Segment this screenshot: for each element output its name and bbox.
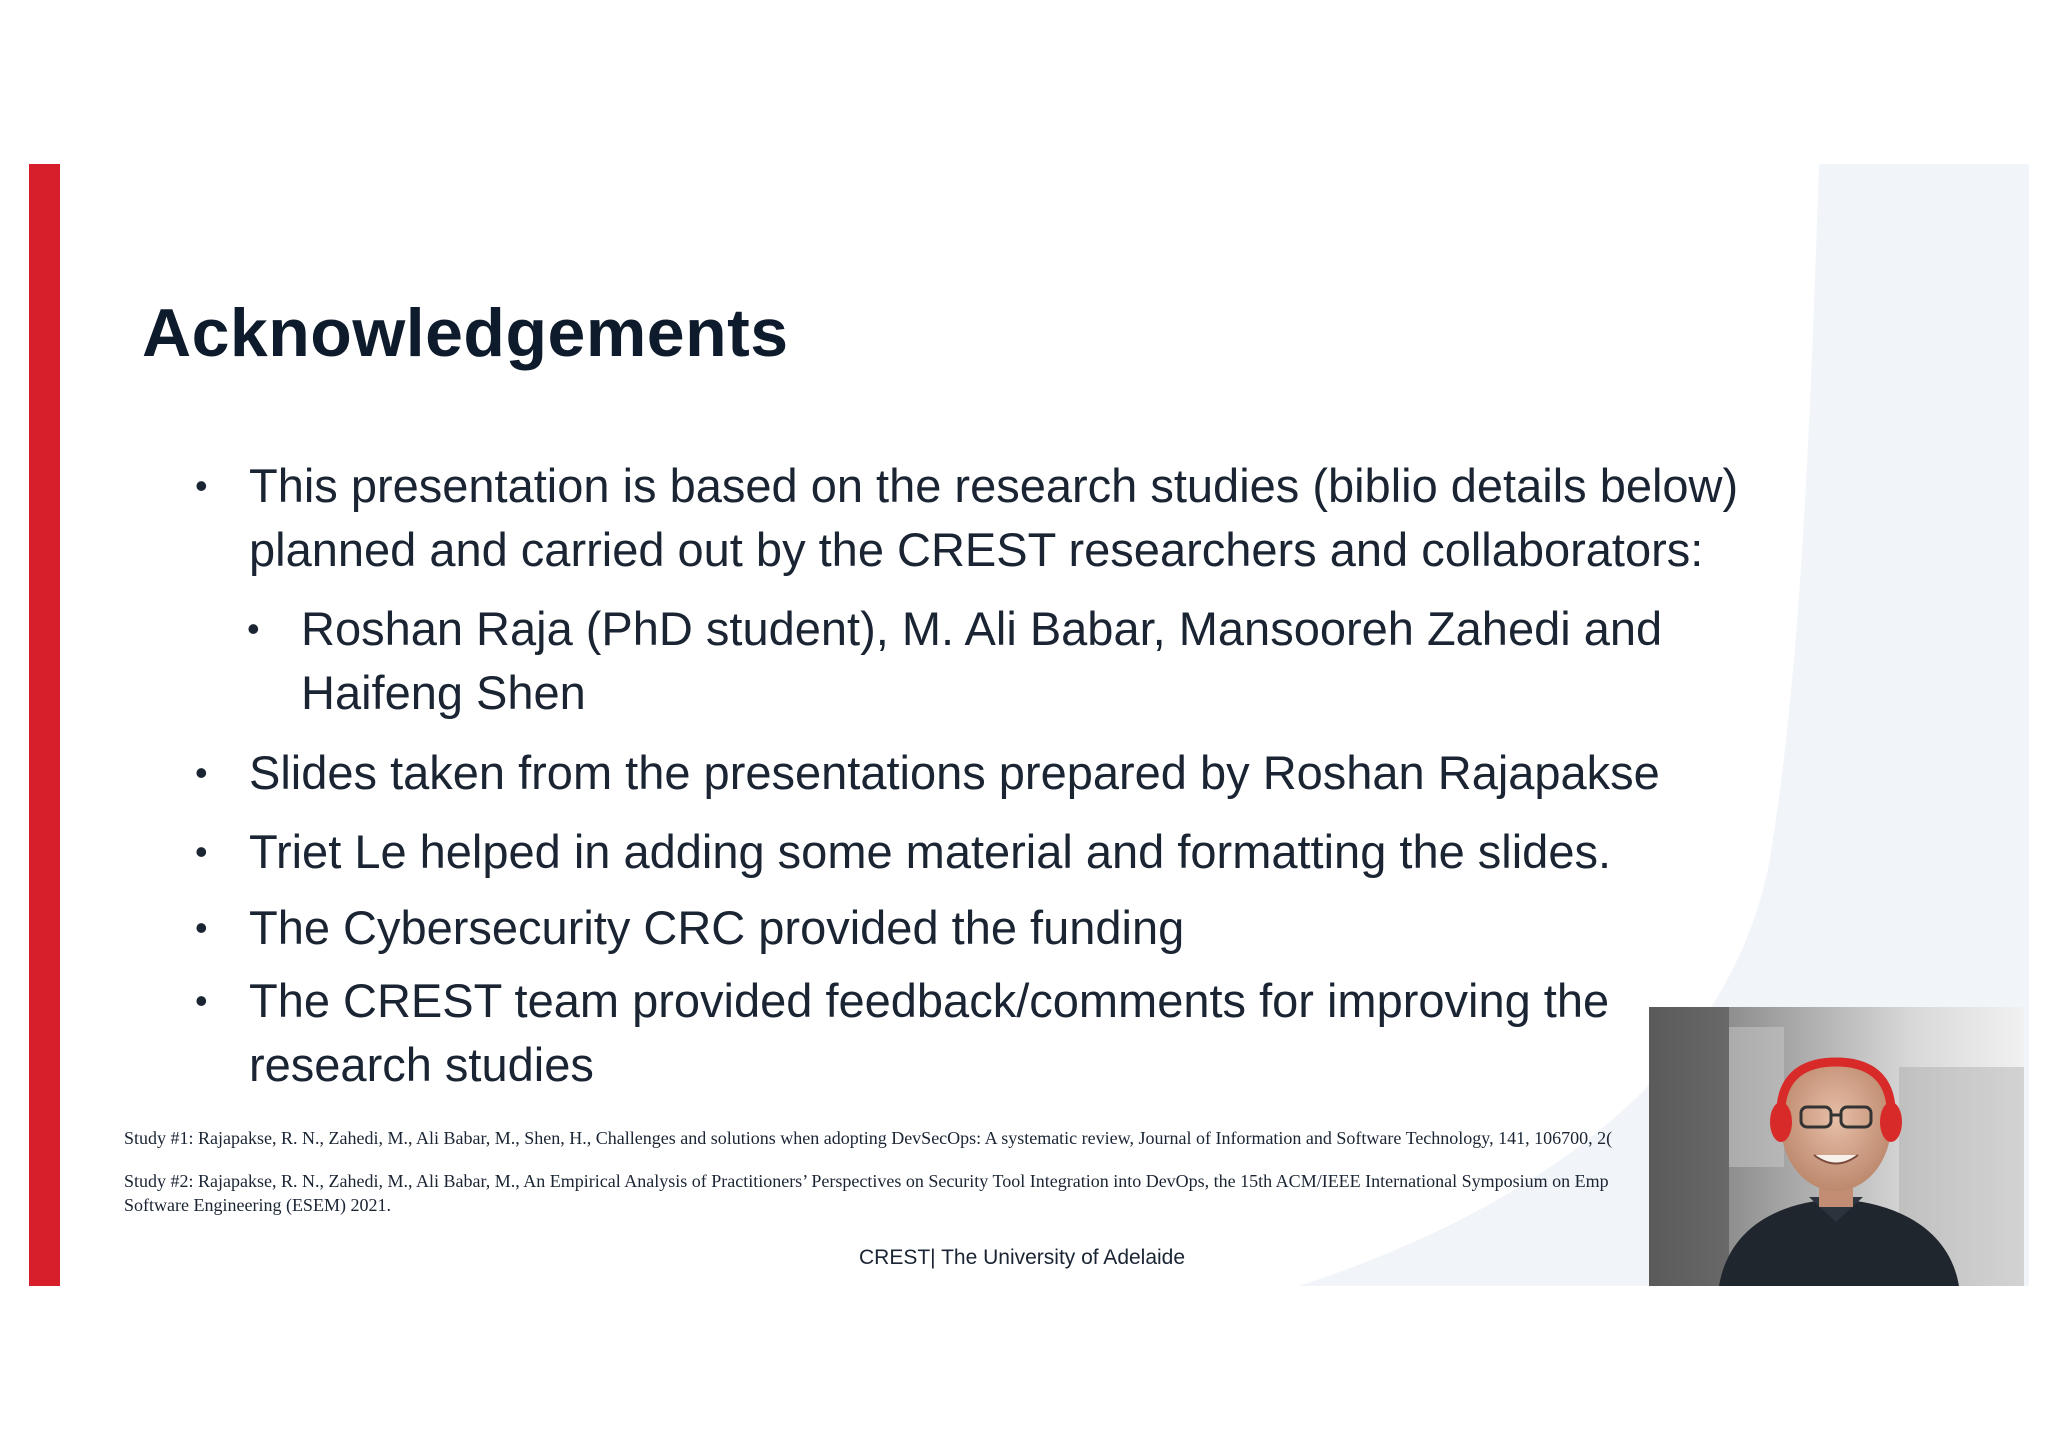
bullet-text-line: Triet Le helped in adding some material and formatting the slides. (249, 825, 1612, 878)
bullet-dot: • (247, 608, 260, 649)
person-video-feed-icon (1649, 1007, 2024, 1286)
webcam-video-feed[interactable] (1649, 1007, 2024, 1286)
bullet-text-line: planned and carried out by the CREST researchers and collaborators: (249, 523, 1704, 576)
bullet-text-line: Slides taken from the presentations prepared by Roshan Rajapakse (249, 746, 1660, 799)
bullet-item (195, 969, 1610, 1097)
bullet-dot: • (195, 831, 208, 872)
bullet-item (195, 896, 1185, 960)
bullet-text-line: This presentation is based on the research studies (biblio details below) (249, 459, 1739, 512)
bullet-dot: • (195, 907, 208, 948)
bullet-text-line: The Cybersecurity CRC provided the funding (249, 901, 1185, 954)
bullet-item (195, 820, 1612, 884)
sub-bullet-item (247, 597, 1663, 725)
bullet-dot: • (195, 465, 208, 506)
reference-study-1 (124, 1126, 1612, 1150)
bullet-text-line: research studies (249, 1038, 594, 1091)
bullet-dot: • (195, 752, 208, 793)
slide-title: Acknowledgements (142, 295, 789, 371)
slide-footer: CREST| The University of Adelaide (859, 1246, 1186, 1269)
reference-line: Study #2: Rajapakse, R. N., Zahedi, M., Ali Babar, M., An Empirical Analysis of Practitioners’ Perspectives on Security Tool Integration into DevOps, the 15th ACM/IEEE International Symposium on Emp (124, 1171, 1609, 1191)
bullet-text-line: Roshan Raja (PhD student), M. Ali Babar, Mansooreh Zahedi and (301, 602, 1663, 655)
bullet-text-line: The CREST team provided feedback/comments for improving the (249, 974, 1610, 1027)
bullet-item (195, 454, 1739, 582)
bullet-dot: • (195, 980, 208, 1021)
bullet-text-line: Haifeng Shen (301, 666, 586, 719)
bullet-item (195, 741, 1660, 805)
reference-study-2 (124, 1169, 1609, 1217)
reference-line: Software Engineering (ESEM) 2021. (124, 1195, 391, 1215)
reference-line: Study #1: Rajapakse, R. N., Zahedi, M., Ali Babar, M., Shen, H., Challenges and solutions when adopting DevSecOps: A systematic review, Journal of Information and Software Technology, 141, 106700, 2( (124, 1128, 1613, 1148)
